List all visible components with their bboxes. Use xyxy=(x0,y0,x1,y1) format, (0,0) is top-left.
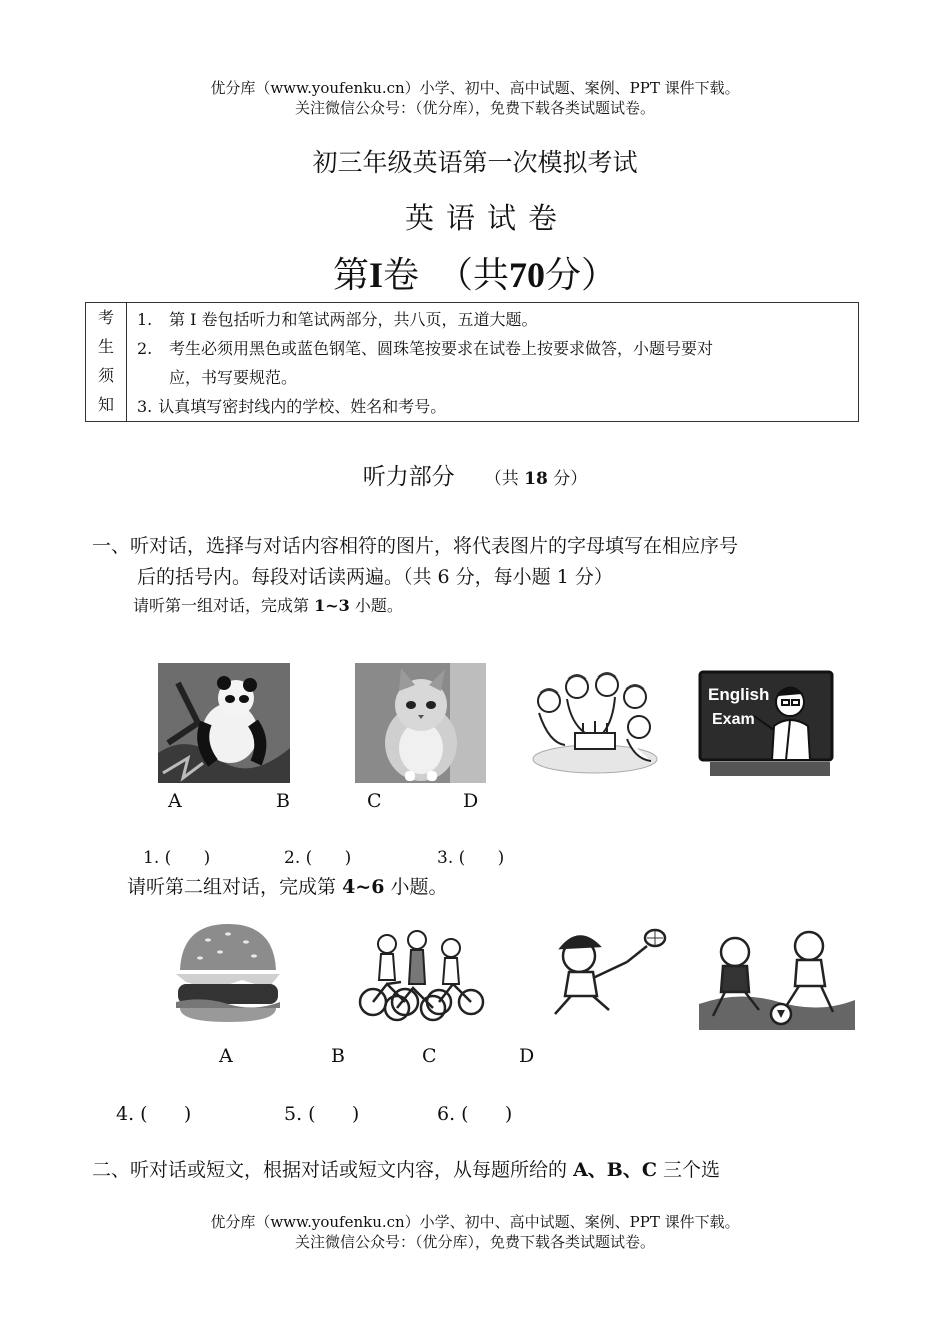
picture-a-hamburger xyxy=(172,918,284,1028)
footer-line-2: 关注微信公众号：（优分库），免费下载各类试题试卷。 xyxy=(294,1233,655,1251)
notice-body xyxy=(127,303,859,422)
picture-b-cat xyxy=(355,663,486,783)
candidate-notice-table xyxy=(85,302,859,422)
board-text-exam: Exam xyxy=(712,711,755,728)
page-header xyxy=(0,78,950,118)
header-line-1: 优分库（www.youfenku.cn）小学、初中、高中试题、案例、PPT 课件下载。 xyxy=(210,79,740,97)
picture-b-cycling xyxy=(357,928,485,1024)
group2-instruction: 请听第二组对话，完成第 4~6 小题。 xyxy=(127,876,448,898)
group1-letter-b: B xyxy=(276,790,290,812)
notice-item-2: 2. 考生必须用黑色或蓝色钢笔、圆珠笔按要求在试卷上按要求做答，小题号要对 xyxy=(137,339,714,358)
group1-letter-a: A xyxy=(168,790,182,812)
exam-title: 初三年级英语第一次模拟考试 xyxy=(312,148,638,177)
answer-blank-2[interactable]: 2. ( ) xyxy=(284,848,352,868)
picture-a-panda xyxy=(158,663,290,783)
page-footer xyxy=(0,1212,950,1252)
notice-item-3: 3. 认真填写密封线内的学校、姓名和考号。 xyxy=(137,397,447,416)
notice-item-2-continued: 应，书写要规范。 xyxy=(169,368,298,387)
group2-letter-c: C xyxy=(422,1045,437,1067)
answer-blank-3[interactable]: 3. ( ) xyxy=(437,848,505,868)
notice-label: 考 生 须 知 xyxy=(86,303,127,422)
group2-letter-b: B xyxy=(331,1045,345,1067)
group2-letter-a: A xyxy=(219,1045,233,1067)
picture-d-english-exam xyxy=(698,670,838,778)
picture-d-football xyxy=(699,920,855,1030)
answer-blank-1[interactable]: 1. ( ) xyxy=(143,848,211,868)
listening-section-title: 听力部分 （共 18 分） xyxy=(362,464,588,490)
notice-item-1: 1. 第 I 卷包括听力和笔试两部分，共八页，五道大题。 xyxy=(137,310,538,329)
answer-blank-5[interactable]: 5. ( ) xyxy=(284,1103,360,1125)
paper-title: 英语试卷 xyxy=(404,201,569,235)
picture-c-birthday-party xyxy=(527,663,662,779)
answer-blank-4[interactable]: 4. ( ) xyxy=(116,1103,192,1125)
volume-title: 第I卷 （共70分） xyxy=(332,255,618,296)
part2-instructions: 二、听对话或短文，根据对话或短文内容，从每题所给的 A、B、C 三个选 xyxy=(92,1159,721,1181)
picture-c-badminton xyxy=(549,926,673,1024)
group1-instruction: 请听第一组对话，完成第 1~3 小题。 xyxy=(133,596,403,615)
group1-letter-c: C xyxy=(367,790,382,812)
footer-line-1: 优分库（www.youfenku.cn）小学、初中、高中试题、案例、PPT 课件下载。 xyxy=(210,1213,740,1231)
group1-letter-d: D xyxy=(463,790,479,812)
header-line-2: 关注微信公众号：（优分库），免费下载各类试题试卷。 xyxy=(294,99,655,117)
answer-blank-6[interactable]: 6. ( ) xyxy=(437,1103,513,1125)
board-text-english: English xyxy=(708,685,770,704)
part1-instructions: 一、听对话，选择与对话内容相符的图片，将代表图片的字母填写在相应序号 后的括号内。每段对话读两遍。（共 6 分，每小题 1 分） xyxy=(92,535,739,588)
group2-letter-d: D xyxy=(519,1045,535,1067)
